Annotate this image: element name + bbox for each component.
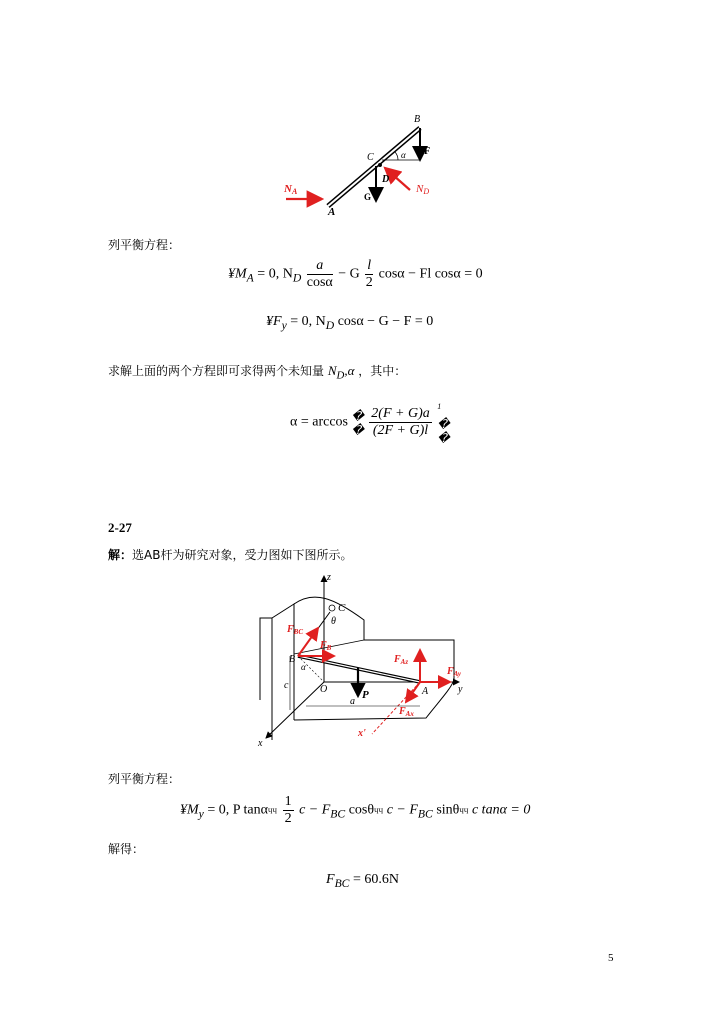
label-c-dim: c (284, 680, 289, 691)
label-fb: $F_B$ (320, 640, 332, 652)
label-b2: B (289, 654, 296, 665)
balance-heading-2: 列平衡方程： (108, 772, 181, 786)
axis-xprime: x' (358, 728, 366, 739)
axis-x: x (258, 738, 263, 748)
axis-z: z (327, 572, 331, 583)
label-alpha: α (401, 150, 406, 160)
label-fax: $F_{Ax}$ (399, 706, 414, 718)
label-nd: ND (416, 183, 430, 196)
equation-moment-y: $¥M_y = 0$, P tanαЧЧ $\frac{1}{2}$ $c - F_{BC}$ cosθЧЧ $c - F_{BC}$ sinθЧЧ c tanα = 0 (180, 794, 531, 826)
label-d: D (382, 174, 390, 185)
result-heading: 解得： (108, 842, 145, 856)
equation-result: $F_{BC} = 60.6N$ (326, 872, 399, 890)
figure-1 (270, 108, 470, 220)
label-b: B (414, 114, 421, 125)
label-p: P (362, 689, 369, 701)
label-fbc: $F_{BC}$ (287, 624, 304, 636)
page-number: 5 (608, 952, 614, 964)
label-a2: A (422, 686, 429, 697)
label-c2: C (338, 602, 346, 614)
section-number: 2-27 (108, 520, 132, 535)
label-g: G (364, 192, 372, 202)
label-faz: $F_{Az}$ (394, 654, 409, 666)
axis-y: y (458, 684, 463, 695)
solve-text: 求解上面的两个方程即可求得两个未知量 $N_D,\alpha$ ，其中： (108, 363, 407, 382)
label-a: A (328, 206, 336, 218)
equation-moment-a: $¥M_A = 0$, $N_D$ $\frac{a}{\cos\alpha}$ − G $\frac{l}{2}$ cosα − Fl cosα = 0 (228, 258, 483, 290)
equation-alpha: α = arccos � � $\frac{2(F + G)a}{(2F + G)l}$ $^1$ � � (290, 402, 450, 445)
label-a-dim: a (350, 696, 355, 707)
balance-heading-1: 列平衡方程： (108, 238, 181, 252)
equation-force-y: $¥F_y = 0$, $N_D$ cosα − G − F = 0 (266, 314, 434, 332)
solution-intro: 解：选AB杆为研究对象，受力图如下图所示。 (108, 548, 353, 562)
label-c: C (367, 152, 374, 163)
label-o: O (320, 684, 328, 695)
figure-2 (254, 570, 474, 748)
label-na: NA (284, 183, 298, 196)
label-fay: $F_{Ay}$ (447, 666, 461, 678)
label-f: F (424, 146, 431, 157)
label-theta: θ (331, 616, 336, 627)
label-alpha2: α (301, 662, 306, 672)
